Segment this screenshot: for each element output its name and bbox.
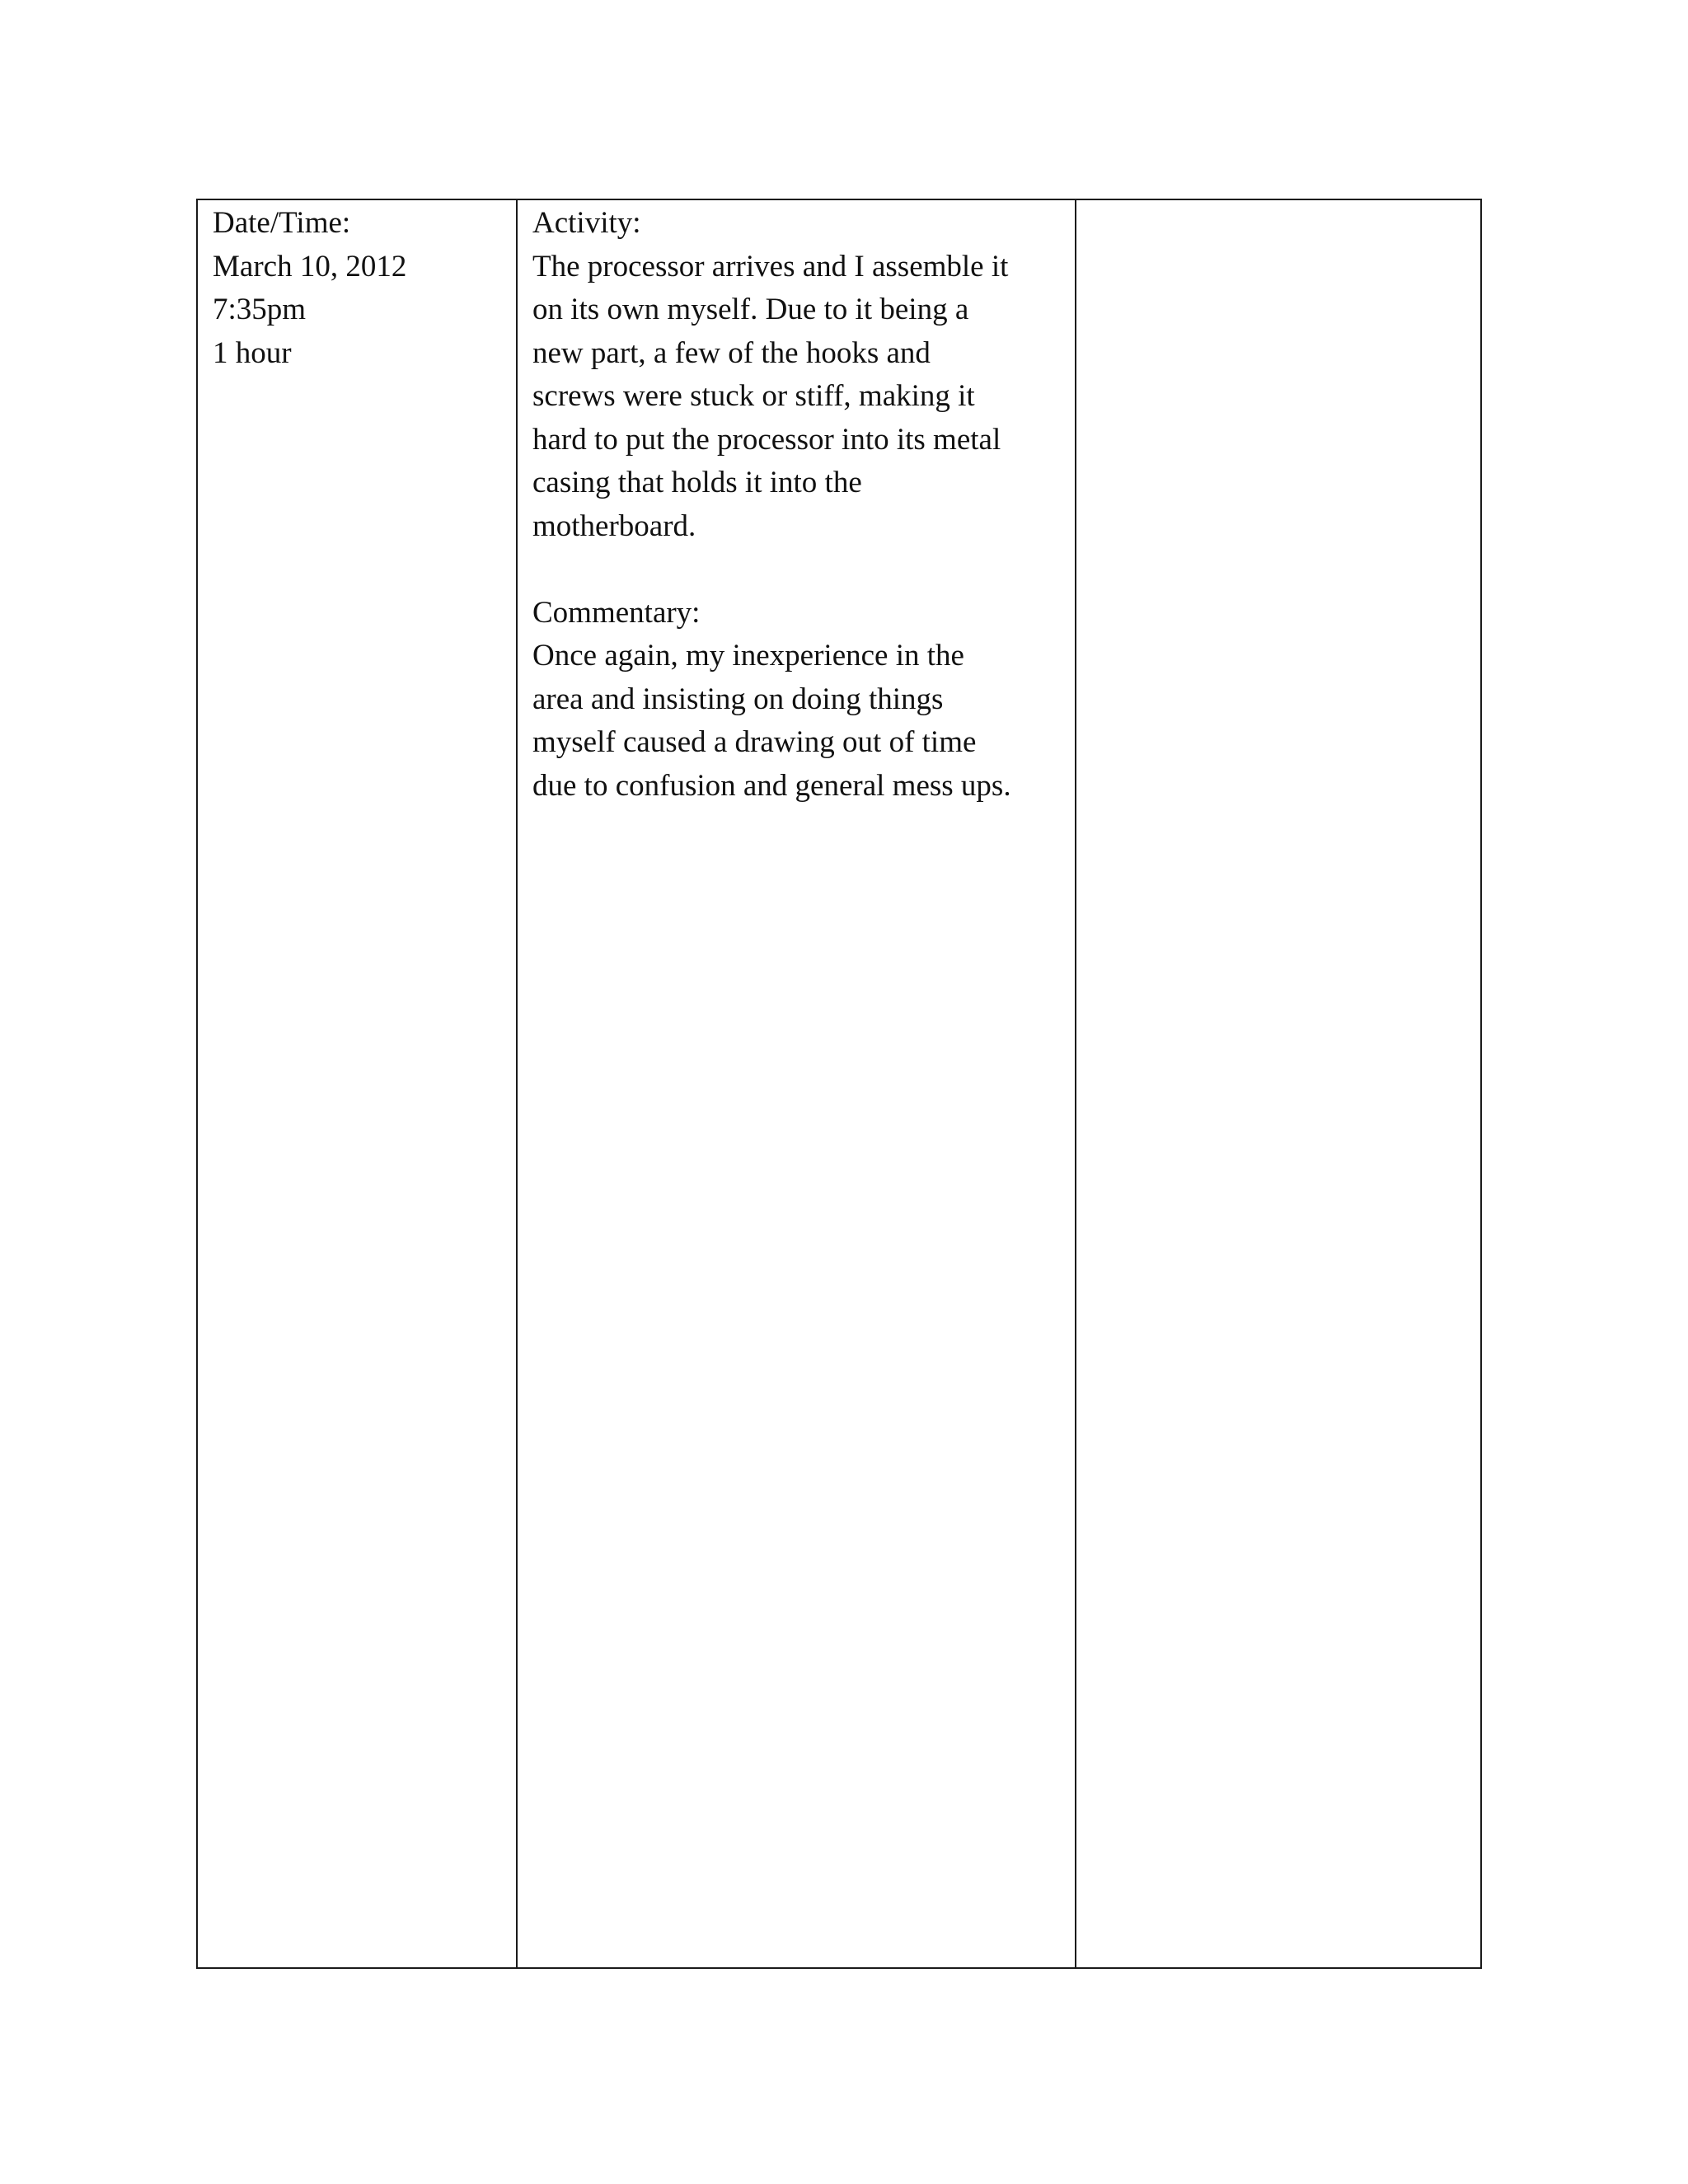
commentary-text-line: due to confusion and general mess ups. — [532, 768, 1011, 803]
journal-entry-table — [196, 199, 1482, 1969]
entry-duration: 1 hour — [213, 335, 292, 370]
activity-column — [518, 200, 1076, 1967]
activity-text-line: The processor arrives and I assemble it — [532, 249, 1009, 284]
commentary-label: Commentary: — [532, 595, 701, 630]
activity-text-line: hard to put the processor into its metal — [532, 422, 1001, 457]
activity-text-line: casing that holds it into the — [532, 466, 862, 499]
entry-time: 7:35pm — [213, 293, 307, 326]
commentary-text-line: myself caused a drawing out of time — [532, 725, 977, 759]
date-time-column — [198, 200, 518, 1967]
activity-text-line: on its own myself. Due to it being a — [532, 293, 969, 326]
empty-notes-column — [1076, 200, 1480, 1967]
entry-date: March 10, 2012 — [213, 249, 407, 284]
activity-text-line: screws were stuck or stiff, making it — [532, 379, 975, 413]
date-time-label: Date/Time: — [213, 206, 351, 240]
paragraph-gap — [532, 548, 1060, 592]
activity-text-line: new part, a few of the hooks and — [532, 335, 931, 370]
activity-text-line: motherboard. — [532, 509, 696, 543]
activity-label: Activity: — [532, 206, 641, 240]
commentary-text-line: area and insisting on doing things — [532, 682, 944, 716]
commentary-text-line: Once again, my inexperience in the — [532, 639, 964, 673]
